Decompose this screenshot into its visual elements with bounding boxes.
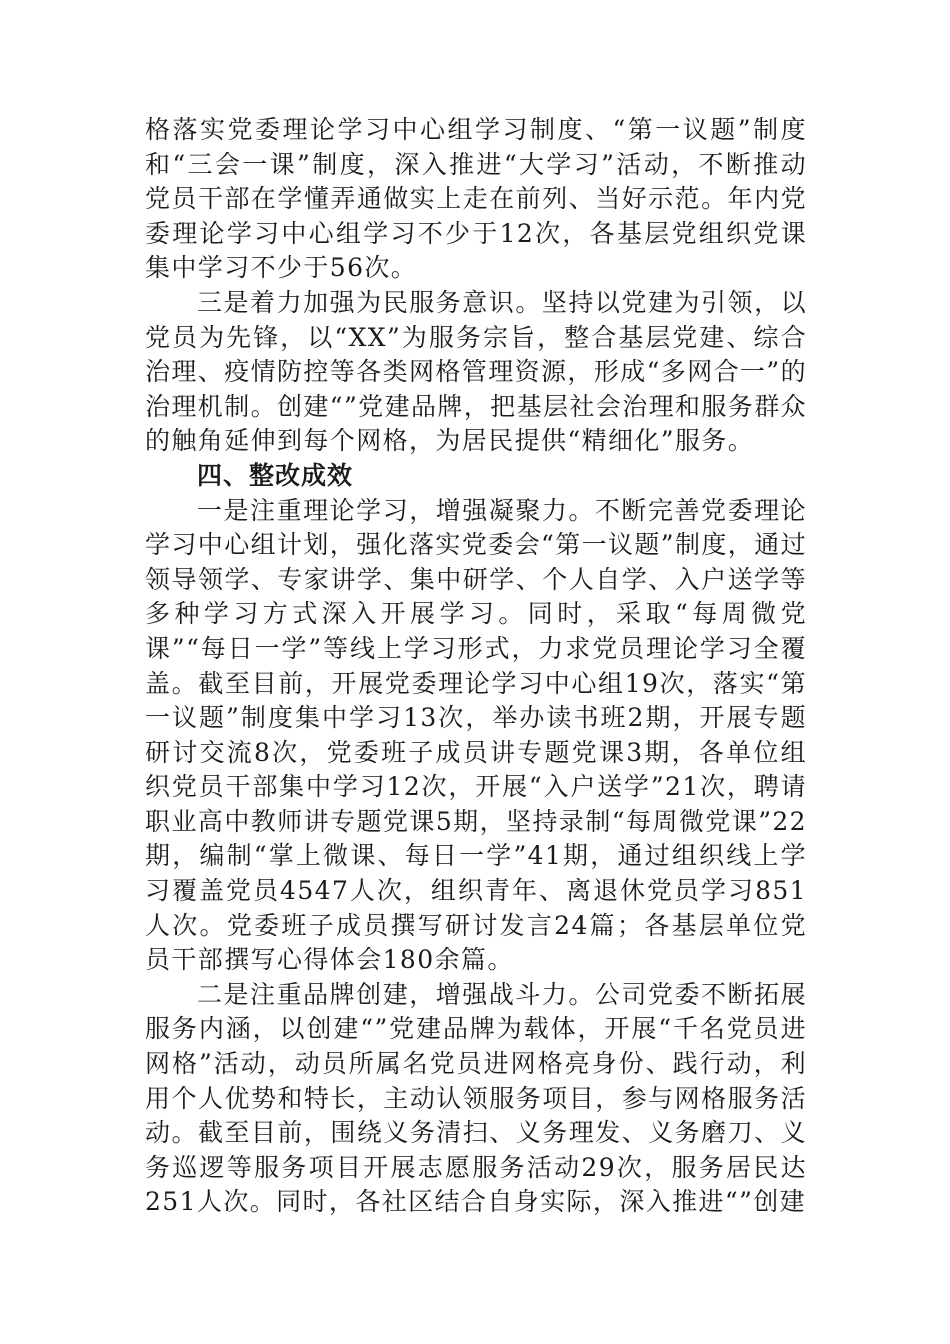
paragraph-service-awareness: 三是着力加强为民服务意识。坚持以党建为引领，以党员为先锋，以“XX”为服务宗旨，整合基层党建、综合治理、疫情防控等各类网格管理资源，形成“多网合一”的治理机制。创建“”党建品牌，把基层社会治理和服务群众的触角延伸到每个网格，为居民提供“精细化”服务。 — [145, 287, 807, 456]
paragraph-continued: 格落实党委理论学习中心组学习制度、“第一议题”制度和“三会一课”制度，深入推进“大学习”活动，不断推动党员干部在学懂弄通做实上走在前列、当好示范。年内党委理论学习中心组学习不少于12次，各基层党组织党课集中学习不少于56次。 — [145, 115, 807, 283]
paragraph-theory-study: 一是注重理论学习，增强凝聚力。不断完善党委理论学习中心组计划，强化落实党委会“第一议题”制度，通过领导领学、专家讲学、集中研学、个人自学、入户送学等多种学习方式深入开展学习。同时，采取“每周微党课”“每日一学”等线上学习形式，力求党员理论学习全覆盖。截至目前，开展党委理论学习中心组19次，落实“第一议题”制度集中学习13次，举办读书班2期，开展专题研讨交流8次，党委班子成员讲专题党课3期，各单位组织党员干部集中学习12次，开展“入户送学”21次，聘请职业高中教师讲专题党课5期，坚持录制“每周微党课”22期，编制“掌上微课、每日一学”41期，通过组织线上学习覆盖党员4547人次，组织青年、离退休党员学习851人次。党委班子成员撰写研讨发言24篇；各基层单位党员干部撰写心得体会180余篇。 — [145, 495, 807, 975]
document-body — [145, 113, 807, 1220]
paragraph-brand-building: 二是注重品牌创建，增强战斗力。公司党委不断拓展服务内涵，以创建“”党建品牌为载体，开展“千名党员进网格”活动，动员所属名党员进网格亮身份、践行动，利用个人优势和特长，主动认领服务项目，参与网格服务活动。截至目前，围绕义务清扫、义务理发、义务磨刀、义务巡逻等服务项目开展志愿服务活动29次，服务居民达251人次。同时，各社区结合自身实际，深入推进“”创建 — [145, 979, 807, 1217]
section-heading-rectification-results: 四、整改成效 — [197, 460, 354, 490]
